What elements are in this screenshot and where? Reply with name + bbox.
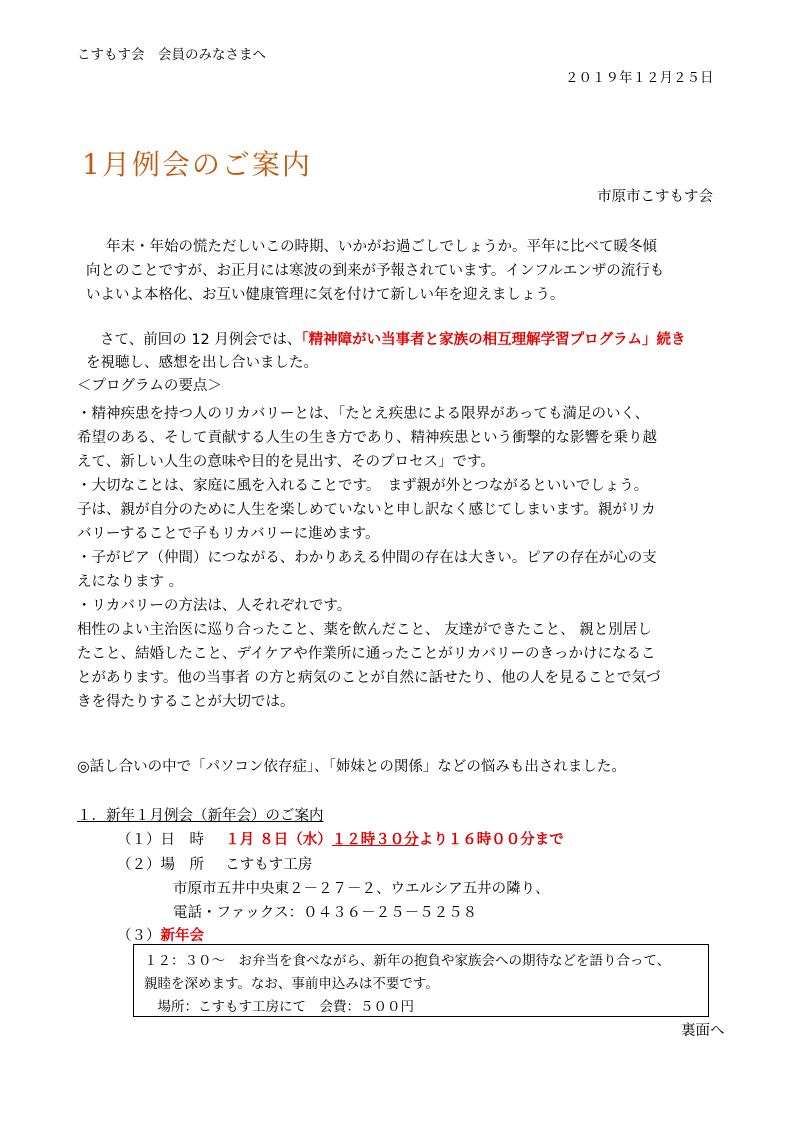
report-prefix: さて、前回の 12 月例会では、 [100, 332, 302, 348]
party-details-box [133, 944, 709, 1017]
document-date: ２０１９年１２月２５日 [565, 70, 714, 86]
notice-heading [77, 804, 324, 825]
party-detail-line: 親睦を深めます。なお、事前申込みは不要です。 [144, 976, 439, 992]
point-line: ・大切なことは、家庭に風を入れることです。 まず親が外とつながるといいでしょう。 [77, 478, 649, 494]
party-label: 新年会 [160, 928, 204, 944]
discussion-note: ◎話し合いの中で「パソコン依存症」、「姉妹との関係」などの悩みも出されました。 [77, 759, 626, 775]
place-label: （２）場 所 [117, 857, 204, 873]
points-heading: ＜プログラムの要点＞ [77, 378, 222, 394]
page-title: 1月例会のご案内 [82, 148, 312, 181]
point-line: 相性のよい主治医に巡り合ったこと、薬を飲んだこと、 友達ができたこと、 親と別居し [77, 622, 652, 638]
party-row [117, 924, 204, 945]
point-line: えて、新しい人生の意味や目的を見出す、そのプロセス」です。 [77, 454, 495, 470]
place-name: こすもす工房 [225, 857, 313, 873]
point-line: きを得たりすることが大切では。 [77, 694, 295, 710]
program-title-highlight: 「精神障がい当事者と家族の相互理解学習プログラム」続き [301, 332, 686, 348]
point-line: ・精神疾患を持つ人のリカバリーとは、「たとえ疾患による限界があっても満足のいく、 [77, 406, 650, 422]
date-row [117, 828, 564, 849]
point-line: バリーすることで子もリカバリーに進めます。 [77, 526, 380, 542]
phone-line: 電話・ファックス：０４３６－２５－５２５８ [173, 905, 478, 921]
party-detail-line: １２：３０～ お弁当を食べながら、新年の抱負や家族会への期待などを語り合って、 [144, 953, 671, 969]
date-label: （１）日 時 [117, 832, 204, 848]
address-line: 市原市五井中央東２－２７－２、ウエルシア五井の隣り、 [173, 881, 550, 897]
point-line: たこと、結婚したこと、デイケアや作業所に通ったことがリカバリーのきっかけになるこ [77, 646, 656, 662]
party-number: （３） [117, 928, 161, 944]
party-detail-line: 場所：こすもす工房にて 会費：５００円 [144, 999, 414, 1015]
point-line: とがあります。他の当事者 の方と病気のことが自然に話せたり、他の人を見ることで気づ [77, 670, 661, 686]
greeting-line: 年末・年始の慌ただしいこの時期、いかがお過ごしでしょうか。平年に比べて暖冬傾 [106, 239, 657, 255]
greeting-line: いよいよ本格化、お互い健康管理に気を付けて新しい年を迎えましょう。 [86, 287, 565, 303]
place-row [117, 853, 312, 874]
point-line: 希望のある、そして貢献する人生の生き方であり、精神疾患という衝撃的な影響を乗り越 [77, 430, 657, 446]
point-line: ・子がピア（仲間）につながる、わかりあえる仲間の存在は大きい。ピアの存在が心の支 [77, 550, 657, 566]
point-line: 子は、親が自分のために人生を楽しめていないと申し訳なく感じてしまいます。親がリカ [77, 502, 656, 518]
date-value-start: １２時３０分 [331, 832, 419, 848]
next-page-note: 裏面へ [681, 1023, 725, 1039]
greeting-line: 向とのことですが、お正月には寒波の到来が予報されています。インフルエンザの流行も [86, 263, 665, 279]
point-line: えになります 。 [77, 574, 184, 590]
recipient-line: こすもす会 会員のみなさまへ [77, 47, 266, 63]
report-line-2: を視聴し、感想を出し合いました。 [86, 355, 318, 371]
date-value-end: より１６時００分まで [418, 832, 564, 848]
date-value-day: １月 ８日（水） [225, 832, 332, 848]
sender-name: 市原市こすもす会 [597, 189, 713, 205]
report-line-1 [100, 328, 686, 352]
greeting-paragraph [86, 235, 664, 307]
points-list [77, 402, 660, 714]
point-line: ・リカバリーの方法は、人それぞれです。 [77, 598, 352, 614]
notice-heading-text: １．新年１月例会（新年会）のご案内 [77, 808, 324, 824]
